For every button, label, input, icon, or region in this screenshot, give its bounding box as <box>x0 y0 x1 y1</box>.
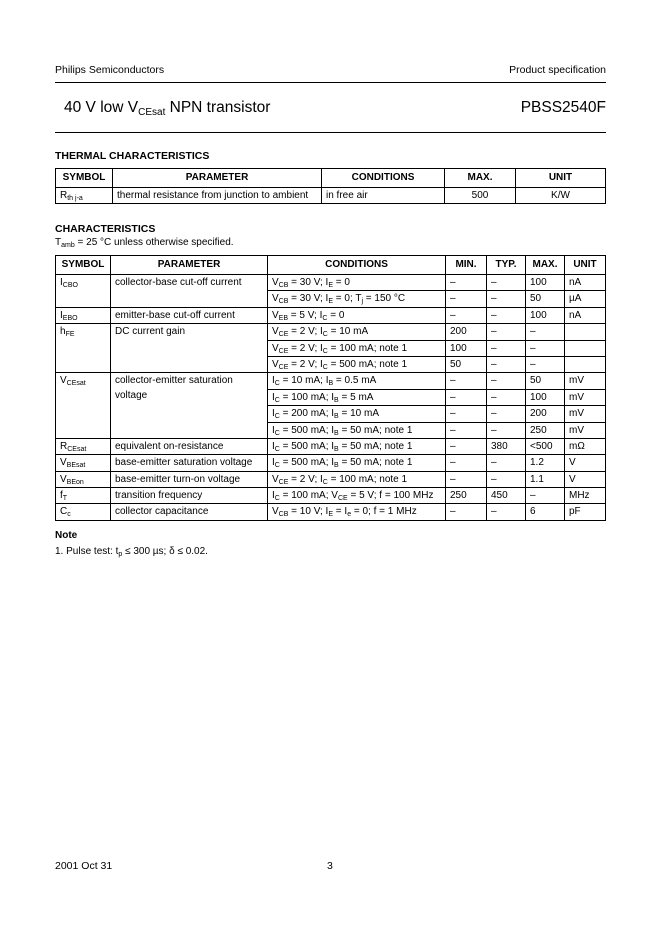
symbol-cell: $V_{BEon}$ <box>56 471 111 487</box>
typ-cell: – <box>487 324 526 340</box>
note-title: Note <box>55 530 78 541</box>
min-cell: – <box>446 422 487 438</box>
parameter-cell: base-emitter saturation voltage <box>111 455 268 471</box>
char-header-row <box>56 256 606 275</box>
characteristics-condition-note: $T_{amb} = 25$ °C unless otherwise specified. <box>55 237 234 249</box>
parameter-cell: thermal resistance from junction to ambient <box>113 188 322 204</box>
typ-cell: – <box>487 291 526 307</box>
part-number: PBSS2540F <box>520 99 606 116</box>
unit-cell: V <box>565 471 606 487</box>
max-cell: <500 <box>526 438 565 454</box>
unit-cell: pF <box>565 504 606 520</box>
unit-cell: MHz <box>565 488 606 504</box>
parameter-cell: emitter-base cut-off current <box>111 307 268 323</box>
conditions-cell: $V_{CB} = 30$ V; $I_E = 0$; $T_j = 150$ °C <box>268 291 446 307</box>
max-cell: 100 <box>526 389 565 405</box>
typ-cell: – <box>487 406 526 422</box>
table-row <box>56 188 606 204</box>
symbol-cell: $f_T$ <box>56 488 111 504</box>
unit-cell <box>565 356 606 372</box>
min-cell: – <box>446 275 487 291</box>
parameter-cell: collector capacitance <box>111 504 268 520</box>
max-cell: – <box>526 340 565 356</box>
max-cell: 1.1 <box>526 471 565 487</box>
min-cell: – <box>446 291 487 307</box>
max-cell: 50 <box>526 291 565 307</box>
parameter-cell: base-emitter turn-on voltage <box>111 471 268 487</box>
thermal-table <box>55 168 606 204</box>
thermal-header-row <box>56 169 606 188</box>
col-header: MAX. <box>445 169 516 188</box>
unit-cell: nA <box>565 275 606 291</box>
unit-cell: mV <box>565 373 606 389</box>
unit-cell <box>565 340 606 356</box>
typ-cell: – <box>487 389 526 405</box>
col-header: PARAMETER <box>111 256 268 275</box>
unit-cell: nA <box>565 307 606 323</box>
max-cell: 100 <box>526 307 565 323</box>
conditions-cell: $V_{CB} = 10$ V; $I_E = I_e = 0$; f = 1 MHz <box>268 504 446 520</box>
table-row <box>56 438 606 454</box>
table-row <box>56 471 606 487</box>
table-row <box>56 488 606 504</box>
typ-cell: 450 <box>487 488 526 504</box>
col-header: MIN. <box>446 256 487 275</box>
table-row <box>56 307 606 323</box>
table-row <box>56 324 606 340</box>
title-rule <box>55 132 606 133</box>
typ-cell: – <box>487 356 526 372</box>
symbol-cell: $R_{th j-a}$ <box>56 188 113 204</box>
characteristics-table <box>55 255 606 521</box>
table-row <box>56 275 606 291</box>
max-cell: – <box>526 324 565 340</box>
unit-cell: µA <box>565 291 606 307</box>
conditions-cell: $V_{CB} = 30$ V; $I_E = 0$ <box>268 275 446 291</box>
col-header: UNIT <box>565 256 606 275</box>
max-cell: 200 <box>526 406 565 422</box>
col-header: SYMBOL <box>56 169 113 188</box>
min-cell: – <box>446 307 487 323</box>
unit-cell <box>565 324 606 340</box>
unit-cell: mV <box>565 422 606 438</box>
max-cell: – <box>526 488 565 504</box>
conditions-cell: $V_{CE} = 2$ V; $I_C = 10$ mA <box>268 324 446 340</box>
conditions-cell: $I_C = 100$ mA; $I_B = 5$ mA <box>268 389 446 405</box>
conditions-cell: $V_{CE} = 2$ V; $I_C = 100$ mA; note 1 <box>268 471 446 487</box>
min-cell: 100 <box>446 340 487 356</box>
conditions-cell: $I_C = 500$ mA; $I_B = 50$ mA; note 1 <box>268 422 446 438</box>
conditions-cell: $V_{CE} = 2$ V; $I_C = 500$ mA; note 1 <box>268 356 446 372</box>
header-rule <box>55 82 606 83</box>
max-cell: 500 <box>445 188 516 204</box>
conditions-cell: in free air <box>322 188 445 204</box>
table-row <box>56 373 606 389</box>
unit-cell: V <box>565 455 606 471</box>
typ-cell: 380 <box>487 438 526 454</box>
min-cell: 50 <box>446 356 487 372</box>
table-row <box>56 504 606 520</box>
symbol-cell: $V_{BEsat}$ <box>56 455 111 471</box>
max-cell: 6 <box>526 504 565 520</box>
parameter-cell: collector-base cut-off current <box>111 275 268 308</box>
note-text: 1. Pulse test: $t_p \le 300$ µs; δ ≤ 0.02. <box>55 546 208 558</box>
symbol-cell: $C_c$ <box>56 504 111 520</box>
min-cell: – <box>446 373 487 389</box>
parameter-cell: equivalent on-resistance <box>111 438 268 454</box>
parameter-cell: DC current gain <box>111 324 268 373</box>
unit-cell: mV <box>565 406 606 422</box>
col-header: TYP. <box>487 256 526 275</box>
symbol-cell: $R_{CEsat}$ <box>56 438 111 454</box>
symbol-cell: $I_{EBO}$ <box>56 307 111 323</box>
min-cell: – <box>446 406 487 422</box>
typ-cell: – <box>487 455 526 471</box>
typ-cell: – <box>487 275 526 291</box>
min-cell: 250 <box>446 488 487 504</box>
typ-cell: – <box>487 373 526 389</box>
conditions-cell: $I_C = 500$ mA; $I_B = 50$ mA; note 1 <box>268 438 446 454</box>
footer-date: 2001 Oct 31 <box>55 860 113 872</box>
unit-cell: mΩ <box>565 438 606 454</box>
min-cell: 200 <box>446 324 487 340</box>
col-header: CONDITIONS <box>322 169 445 188</box>
footer-page-number: 3 <box>327 860 333 872</box>
col-header: PARAMETER <box>113 169 322 188</box>
max-cell: 250 <box>526 422 565 438</box>
typ-cell: – <box>487 307 526 323</box>
max-cell: 100 <box>526 275 565 291</box>
max-cell: 50 <box>526 373 565 389</box>
thermal-heading: THERMAL CHARACTERISTICS <box>55 150 210 162</box>
symbol-cell: $h_{FE}$ <box>56 324 111 373</box>
typ-cell: – <box>487 504 526 520</box>
symbol-cell: $V_{CEsat}$ <box>56 373 111 439</box>
conditions-cell: $I_C = 200$ mA; $I_B = 10$ mA <box>268 406 446 422</box>
typ-cell: – <box>487 340 526 356</box>
header-doc-type: Product specification <box>509 64 606 76</box>
characteristics-heading: CHARACTERISTICS <box>55 223 156 235</box>
typ-cell: – <box>487 422 526 438</box>
min-cell: – <box>446 438 487 454</box>
unit-cell: K/W <box>516 188 606 204</box>
min-cell: – <box>446 504 487 520</box>
symbol-cell: $I_{CBO}$ <box>56 275 111 308</box>
conditions-cell: $I_C = 500$ mA; $I_B = 50$ mA; note 1 <box>268 455 446 471</box>
conditions-cell: $V_{CE} = 2$ V; $I_C = 100$ mA; note 1 <box>268 340 446 356</box>
parameter-cell: transition frequency <box>111 488 268 504</box>
parameter-cell: collector-emitter saturation voltage <box>111 373 268 439</box>
col-header: UNIT <box>516 169 606 188</box>
page-title: 40 V low $V_{CEsat}$ NPN transistor <box>64 99 271 118</box>
conditions-cell: $V_{EB} = 5$ V; $I_C = 0$ <box>268 307 446 323</box>
header-company: Philips Semiconductors <box>55 64 165 76</box>
min-cell: – <box>446 471 487 487</box>
conditions-cell: $I_C = 100$ mA; $V_{CE} = 5$ V; f = 100 MHz <box>268 488 446 504</box>
col-header: SYMBOL <box>56 256 111 275</box>
min-cell: – <box>446 389 487 405</box>
conditions-cell: $I_C = 10$ mA; $I_B = 0.5$ mA <box>268 373 446 389</box>
col-header: MAX. <box>526 256 565 275</box>
unit-cell: mV <box>565 389 606 405</box>
min-cell: – <box>446 455 487 471</box>
col-header: CONDITIONS <box>268 256 446 275</box>
typ-cell: – <box>487 471 526 487</box>
max-cell: 1.2 <box>526 455 565 471</box>
table-row <box>56 455 606 471</box>
max-cell: – <box>526 356 565 372</box>
